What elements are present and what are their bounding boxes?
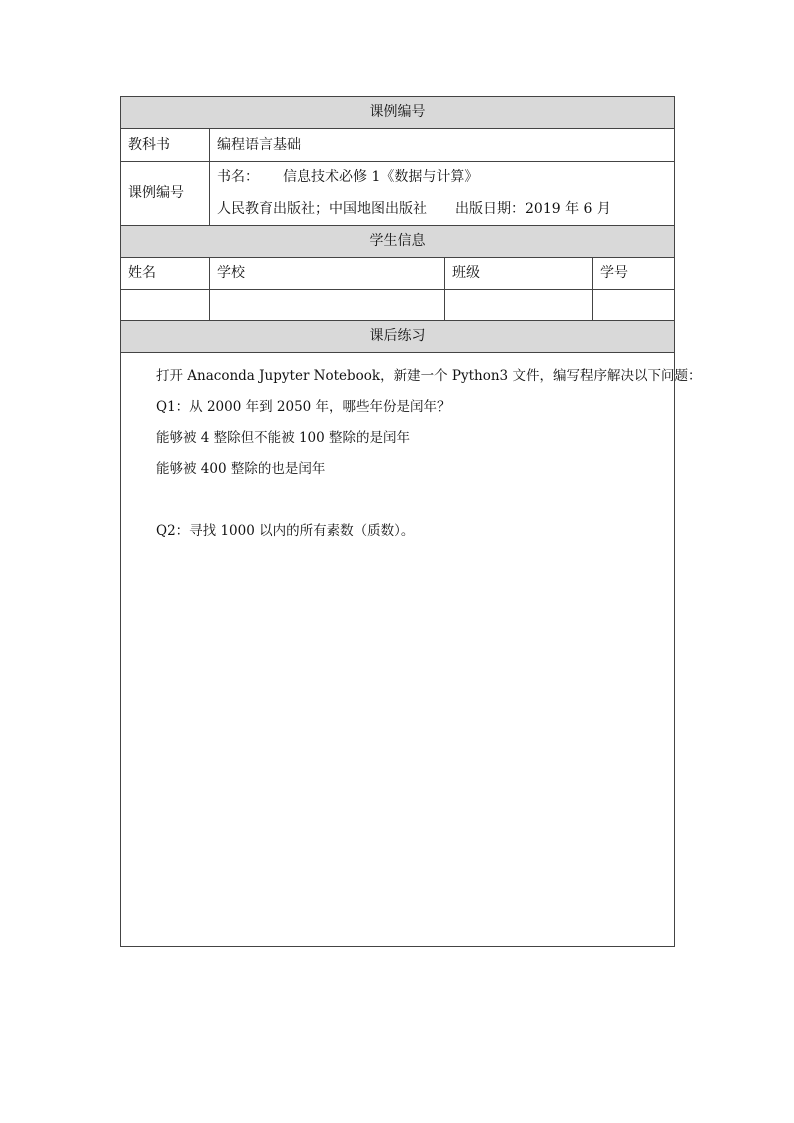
publisher-line [217, 193, 674, 225]
student-col-school: 学校 [209, 258, 444, 289]
exercise-section-header [121, 321, 674, 353]
publish-date-value: 2019 年 6 月 [525, 201, 611, 217]
book-label: 书名： [217, 169, 259, 185]
textbook-row [121, 129, 674, 162]
exercise-content [121, 353, 702, 946]
textbook-value: 编程语言基础 [209, 129, 674, 161]
book-name-line [217, 162, 674, 193]
publish-date-label: 出版日期： [455, 201, 525, 217]
question-1: Q1：从 2000 年到 2050 年，哪些年份是闰年？ [156, 399, 451, 415]
book-name: 信息技术必修 1《数据与计算》 [283, 169, 479, 185]
exercise-intro: 打开 Anaconda Jupyter Notebook，新建一个 Python3 文件，编写程序解决以下问题： [156, 368, 702, 384]
case-number-section-title: 课例编号 [369, 104, 426, 120]
student-name-field[interactable] [121, 290, 209, 320]
student-id-field[interactable] [592, 290, 674, 320]
exercise-section-title: 课后练习 [369, 328, 426, 344]
case-number-row [121, 162, 674, 226]
student-section-title: 学生信息 [369, 233, 426, 249]
student-class-field[interactable] [444, 290, 592, 320]
textbook-label: 教科书 [128, 137, 170, 153]
leap-year-rule-1: 能够被 4 整除但不能被 100 整除的是闰年 [156, 430, 411, 446]
case-number-section-header [121, 97, 674, 129]
case-number-label: 课例编号 [128, 185, 184, 201]
publisher: 人民教育出版社；中国地图出版社 [217, 201, 427, 217]
lesson-form-table [120, 96, 702, 947]
student-header-row [121, 258, 674, 290]
book-info-cell [209, 162, 674, 225]
student-col-id: 学号 [592, 258, 674, 289]
spacer [156, 485, 668, 516]
student-col-name: 姓名 [128, 265, 156, 281]
student-school-field[interactable] [209, 290, 444, 320]
student-section-header [121, 226, 674, 258]
student-col-class: 班级 [444, 258, 592, 289]
leap-year-rule-2: 能够被 400 整除的也是闰年 [156, 461, 326, 477]
student-entry-row [121, 290, 674, 321]
question-2: Q2：寻找 1000 以内的所有素数（质数）。 [156, 523, 415, 539]
